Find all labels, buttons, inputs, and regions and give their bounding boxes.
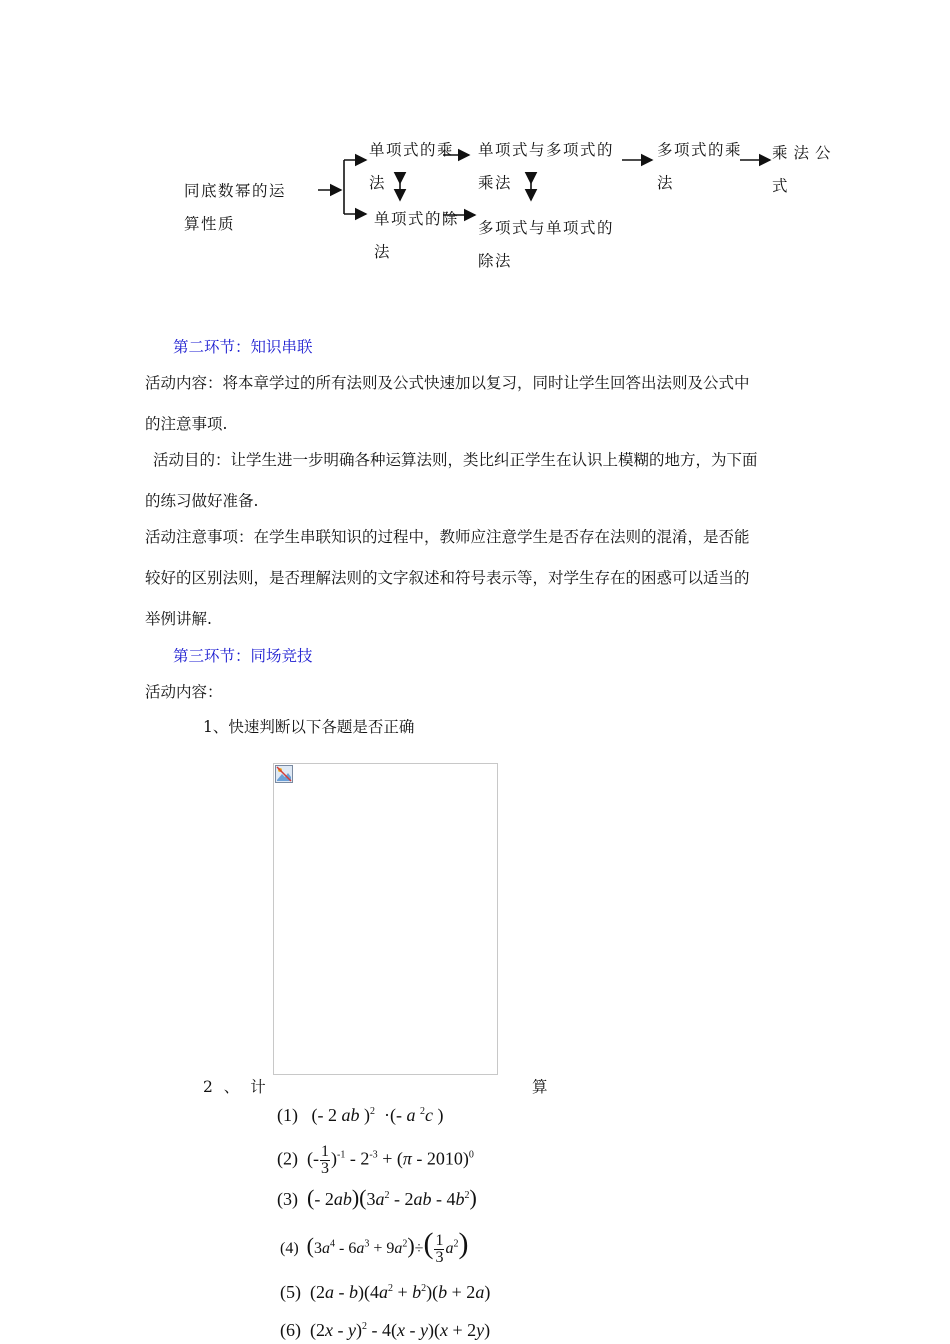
question2-label-end: 算 [532, 1078, 548, 1096]
flow-box-monomial-division: 单项式的除 法 [374, 210, 460, 261]
question1-text: 1、快速判断以下各题是否正确 [203, 718, 415, 736]
flow-box-monomial-multiplication: 单项式的乘 法 [369, 141, 455, 192]
flow-box-monomial-polynomial-multiplication: 单项式与多项式的 乘法 [478, 141, 615, 192]
question2-label: 2 、 计 [203, 1078, 269, 1096]
section2-heading: 第二环节：知识串联 [173, 338, 313, 356]
problem-5: (5) $(2a - b)(4a^2 + b^2)(b + 2a)$ [280, 1282, 491, 1302]
section2-content-line2: 的注意事项. [145, 415, 228, 433]
flow-box-multiplication-formula: 乘法公 式 [772, 144, 837, 195]
broken-image-icon [275, 765, 293, 783]
section3-content-label: 活动内容： [145, 683, 223, 701]
problem-6: (6) (2x - y)$^2$ - 4(x - y)(x + 2y) [280, 1320, 491, 1340]
flow-box-polynomial-multiplication: 多项式的乘 法 [657, 141, 743, 192]
problem-2: (2) (- $\frac{1}{3}$ )$^{-1} - 2^{-3} + (\pi - 2010)^0$ [277, 1143, 474, 1177]
section3-heading: 第三环节：同场竞技 [173, 647, 313, 665]
section2-goal-line1: 活动目的：让学生进一步明确各种运算法则，类比纠正学生在认识上模糊的地方，为下面 [153, 451, 758, 469]
flow-box-polynomial-monomial-division: 多项式与单项式的 除法 [478, 219, 615, 270]
problem-1: (1) (- 2 ab )$^2$ ·(- a $^2$c ) [277, 1105, 444, 1125]
section2-notes-line2: 较好的区别法则，是否理解法则的文字叙述和符号表示等，对学生存在的困惑可以适当的 [145, 569, 750, 587]
problem-3: (3) (- $2ab)(3a^2 - 2ab - 4b^2)$ [277, 1185, 477, 1210]
flow-box-power-rules: 同底数幂的运 算性质 [184, 182, 287, 233]
image-placeholder [273, 763, 498, 1075]
problem-4: (4) $(3a^4 - 6a^3 + 9a^2)\div$( $\frac{1}{3}$ $a^2$) [280, 1227, 469, 1266]
section2-notes-line1: 活动注意事项：在学生串联知识的过程中，教师应注意学生是否存在法则的混淆，是否能 [145, 528, 750, 546]
section2-notes-line3: 举例讲解. [145, 610, 212, 628]
section2-content-line1: 活动内容：将本章学过的所有法则及公式快速加以复习，同时让学生回答出法则及公式中 [145, 374, 750, 392]
section2-goal-line2: 的练习做好准备. [145, 492, 259, 510]
